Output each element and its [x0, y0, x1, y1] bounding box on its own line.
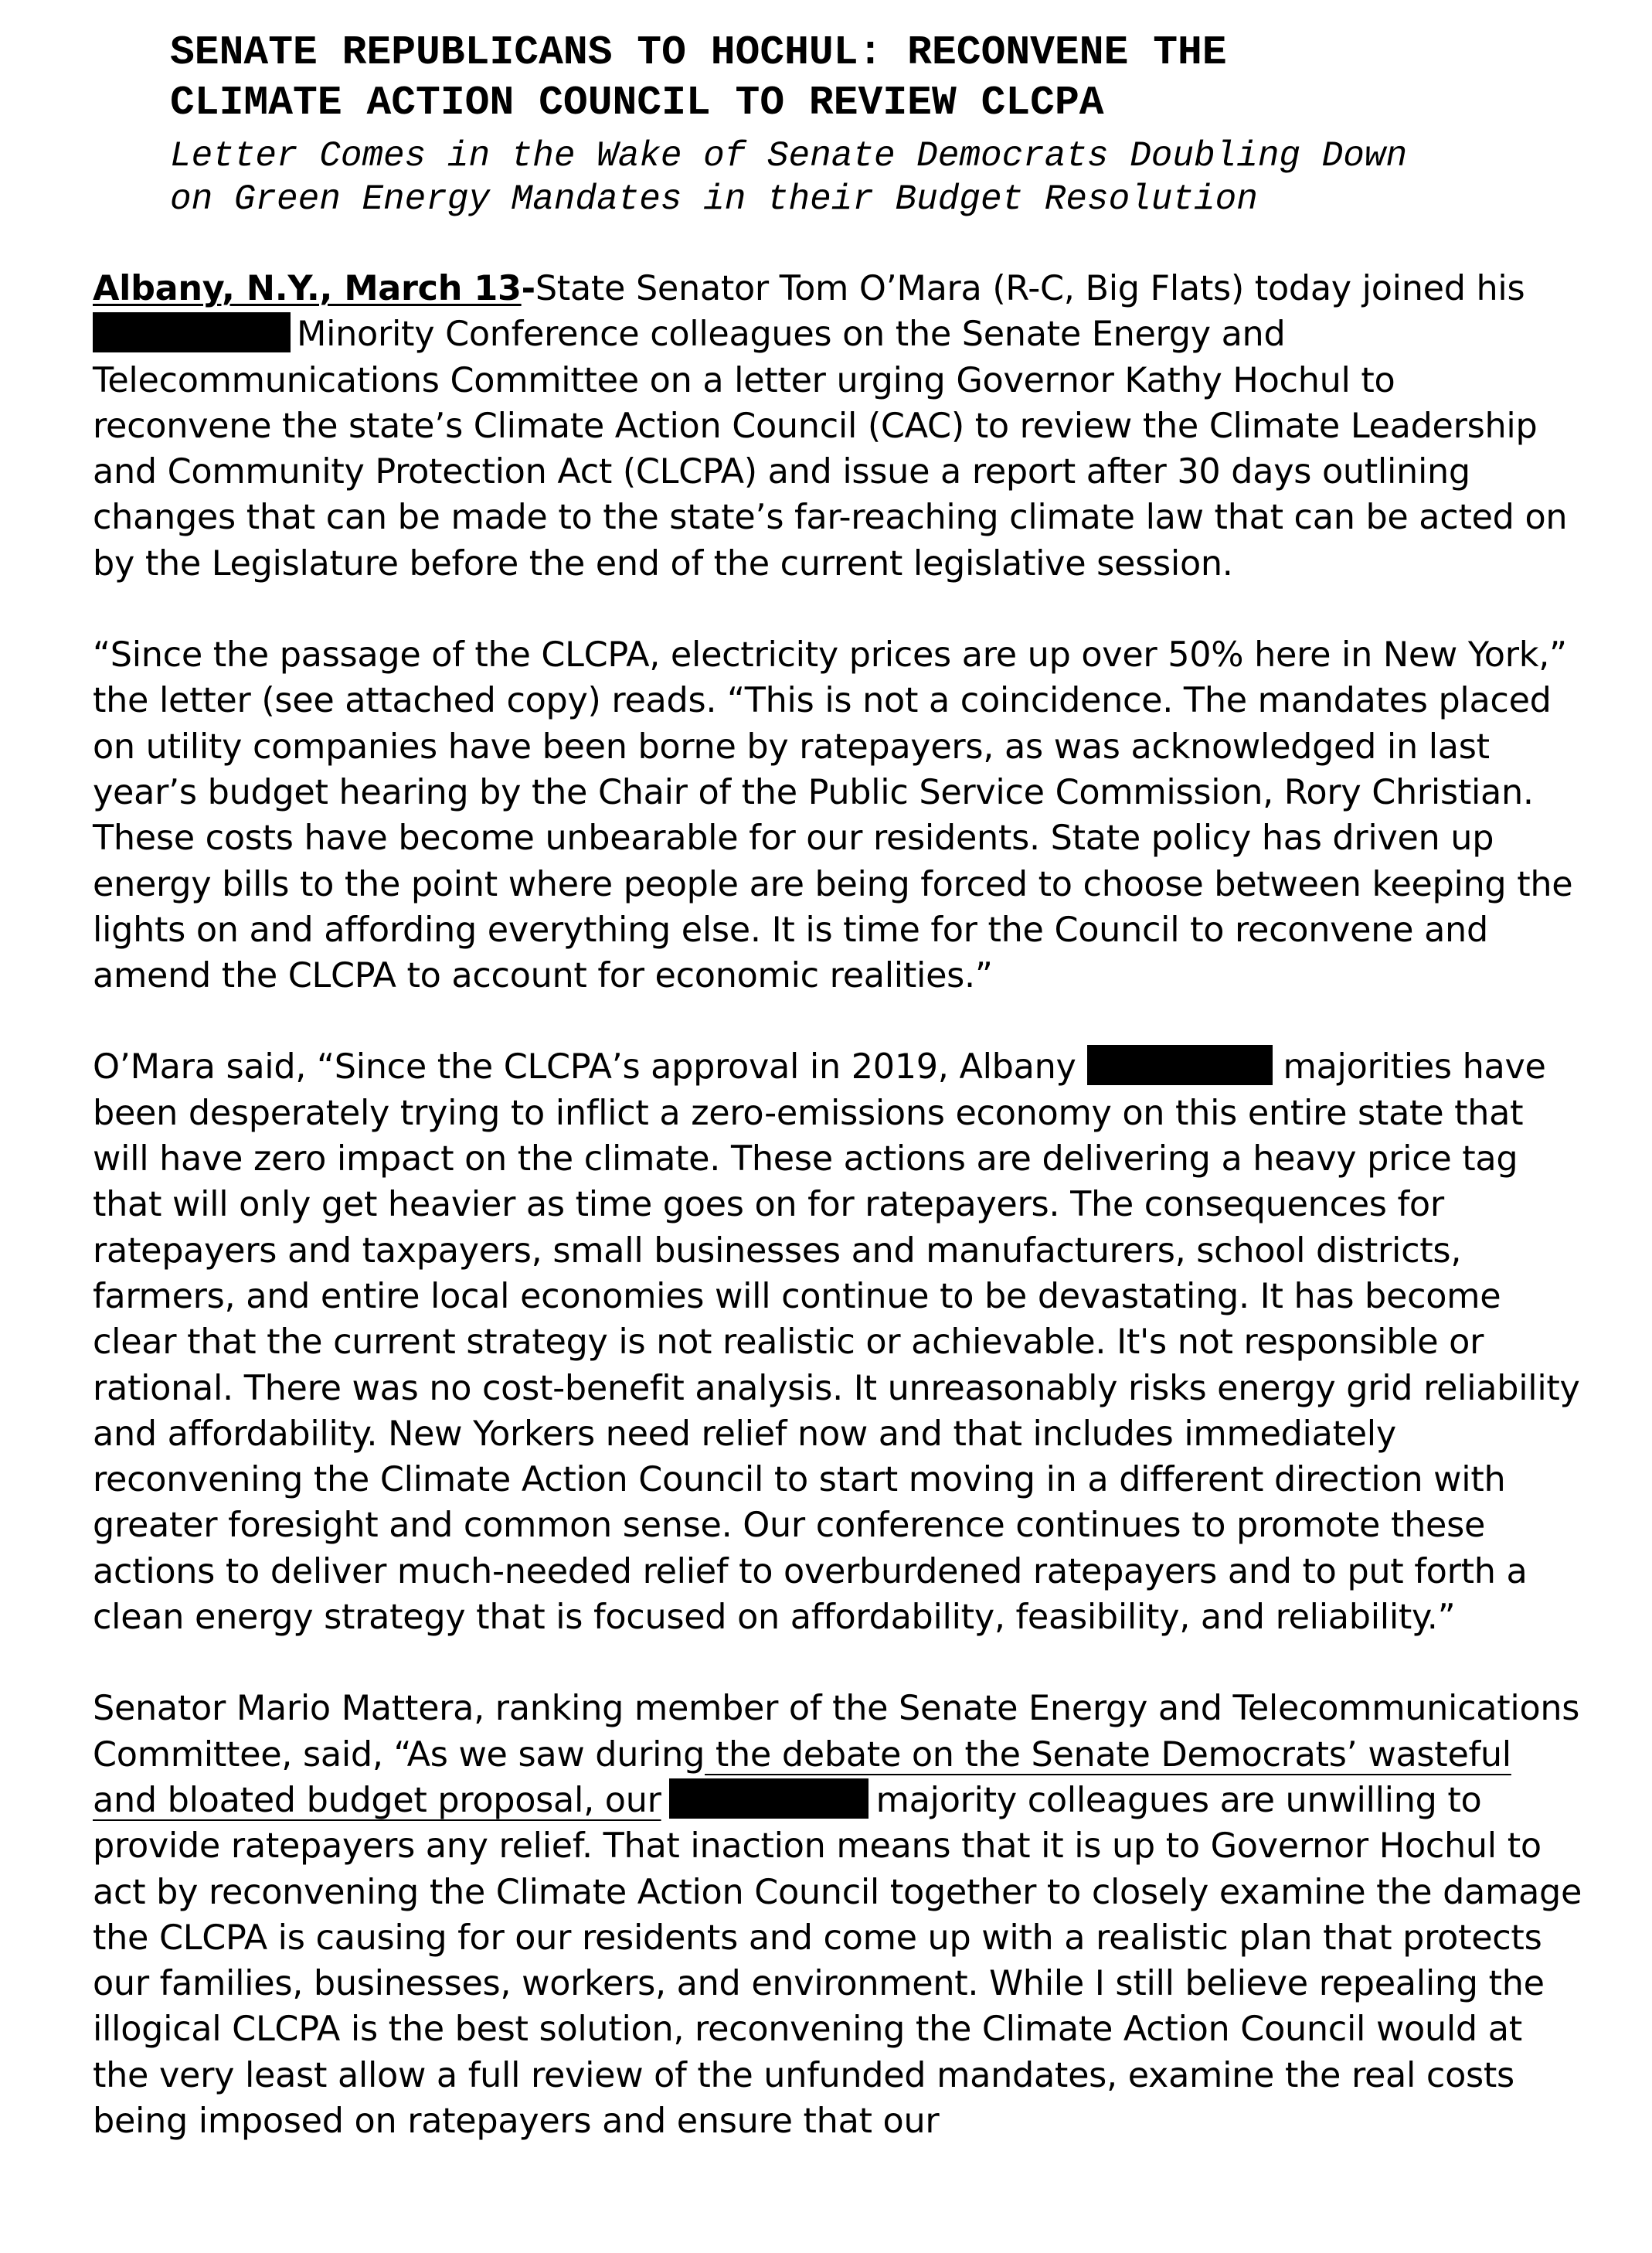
paragraph-mattera-text-c: majority colleagues are unwilling to provide ratepayers any relief. That inaction means that it is up to Governor Hochul to act by reconvening the Climate Action Council together to closely examine the damage the CLCPA is causing for our residents and come up with a realistic plan that protects our families, businesses, workers, and environment. While I still believe repealing the illogical CLCPA is the best solution, reconvening the Climate Action Council would at the very least allow a full review of the unfunded mandates, examine the real costs being imposed on ratepayers and ensure that our [93, 1780, 1582, 2141]
paragraph-mattera-text-b: the debate on the Senate Democrats’ wasteful and bloated budget proposal, our [93, 1734, 1511, 1820]
paragraph-letter-quote-text: “Since the passage of the CLCPA, electricity prices are up over 50% here in New York,” the letter (see attached copy) reads. “This is not a coincidence. The mandates placed on utility companies have been borne by ratepayers, as was acknowledged in last year’s budget hearing by the Chair of the Public Service Commission, Rory Christian. These costs have become unbearable for our residents. State policy has driven up energy bills to the point where people are being forced to choose between keeping the lights on and affording everything else. It is time for the Council to reconvene and amend the CLCPA to account for economic realities.” [93, 635, 1573, 996]
redaction-bar [1087, 1045, 1273, 1085]
paragraph-omara-text-a: O’Mara said, “Since the CLCPA’s approval in 2019, Albany [93, 1047, 1076, 1087]
redaction-bar [93, 312, 291, 352]
paragraph-omara-quote [93, 1044, 1584, 1640]
paragraph-intro [93, 266, 1584, 587]
paragraph-mattera-quote [93, 1686, 1584, 2144]
subheadline-line-1: Letter Comes in the Wake of Senate Democrats Doubling Down [170, 136, 1408, 176]
paragraph-omara-text-b: majorities have been desperately trying to inflict a zero-emissions economy on this entire state that will have zero impact on the climate. These actions are delivering a heavy price tag that will only get heavier as time goes on for ratepayers. The consequences for ratepayers and taxpayers, small businesses and manufacturers, school districts, farmers, and entire local economies will continue to be devastating. It has become clear that the current strategy is not realistic or achievable. It's not responsible or rational. There was no cost-benefit analysis. It unreasonably risks energy grid reliability and affordability. New Yorkers need relief now and that includes immediately reconvening the Climate Action Council to start moving in a different direction with greater foresight and common sense. Our conference continues to promote these actions to deliver much-needed relief to overburdened ratepayers and to put forth a clean energy strategy that is focused on affordability, feasibility, and reliability.” [93, 1047, 1580, 1638]
paragraph-mattera-text-a: Senator Mario Mattera, ranking member of the Senate Energy and Telecommunications Committee, said, “As we saw during [93, 1689, 1580, 1775]
paragraph-intro-text-b: Minority Conference colleagues on the Senate Energy and Telecommunications Committee on a letter urging Governor Kathy Hochul to reconvene the state’s Climate Action Council (CAC) to review the Climate Leadership and Community Protection Act (CLCPA) and issue a report after 30 days outlining changes that can be made to the state’s far-reaching climate law that can be acted on by the Legislature before the end of the current legislative session. [93, 315, 1568, 584]
headline-line-2: CLIMATE ACTION COUNCIL TO REVIEW CLCPA [170, 80, 1104, 126]
paragraph-letter-quote [93, 632, 1584, 999]
dateline-dash: - [521, 269, 535, 308]
article-body [93, 266, 1584, 2190]
paragraph-intro-text-a: State Senator Tom O’Mara (R-C, Big Flats) today joined his [535, 269, 1525, 308]
headline [170, 28, 1576, 128]
dateline: Albany, N.Y., March 13 [93, 269, 522, 308]
subheadline-line-2: on Green Energy Mandates in their Budget Resolution [170, 179, 1258, 220]
redaction-bar [669, 1778, 868, 1819]
subheadline [170, 134, 1576, 221]
headline-line-1: SENATE REPUBLICANS TO HOCHUL: RECONVENE THE [170, 29, 1227, 76]
headline-block [170, 28, 1576, 221]
